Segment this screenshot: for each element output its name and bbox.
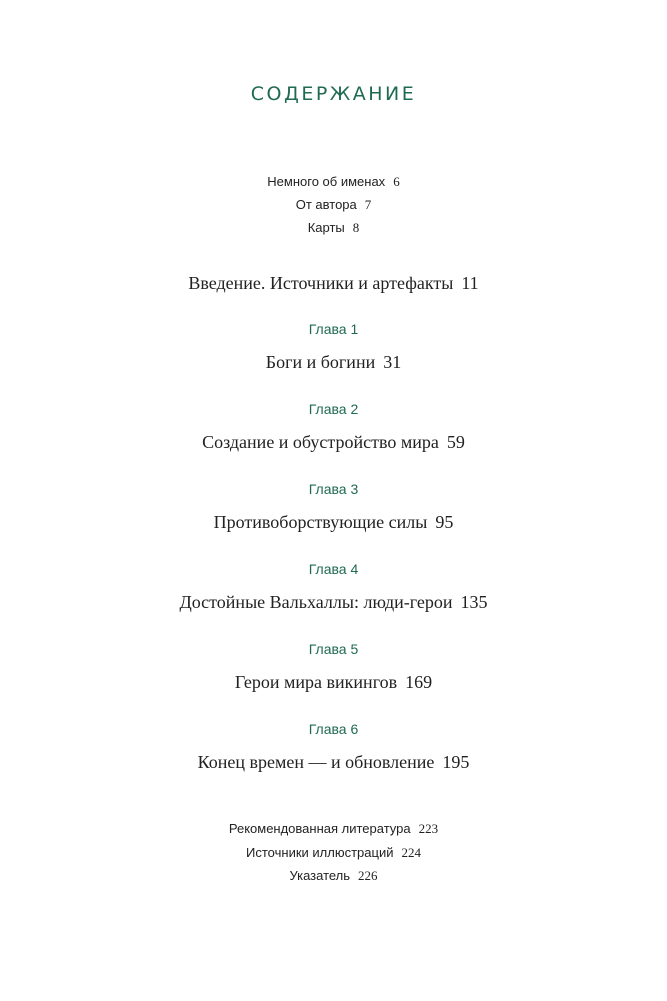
entry-page: 59 bbox=[446, 432, 465, 452]
entry-label: Указатель bbox=[289, 868, 351, 883]
entry-label: Источники иллюстраций bbox=[246, 845, 394, 860]
entry-label: Рекомендованная литература bbox=[228, 821, 411, 836]
toc-entry[interactable] bbox=[0, 220, 667, 236]
toc-entry-chapter[interactable] bbox=[0, 752, 667, 773]
entry-label: Противоборствующие силы bbox=[213, 512, 428, 532]
toc-entry-chapter[interactable] bbox=[0, 352, 667, 373]
entry-label: От автора bbox=[295, 197, 357, 212]
toc-entry[interactable] bbox=[0, 197, 667, 213]
chapter-number: Глава 6 bbox=[308, 721, 359, 737]
entry-page: 6 bbox=[393, 174, 400, 189]
toc-entry[interactable] bbox=[0, 821, 667, 837]
entry-label: Достойные Вальхаллы: люди-герои bbox=[179, 592, 453, 612]
entry-page: 135 bbox=[460, 592, 488, 612]
entry-page: 169 bbox=[405, 672, 433, 692]
toc-entry-chapter[interactable] bbox=[0, 592, 667, 613]
chapter-number: Глава 4 bbox=[308, 561, 359, 577]
entry-page: 223 bbox=[418, 821, 439, 836]
entry-label: Конец времен — и обновление bbox=[197, 752, 435, 772]
entry-label: Боги и богини bbox=[265, 352, 376, 372]
page-title: СОДЕРЖАНИЕ bbox=[250, 83, 417, 105]
chapter-number: Глава 2 bbox=[308, 401, 359, 417]
entry-label: Карты bbox=[307, 220, 345, 235]
entry-page: 224 bbox=[401, 845, 421, 860]
toc-entry[interactable] bbox=[0, 845, 667, 861]
chapter-number: Глава 5 bbox=[308, 641, 359, 657]
entry-page: 31 bbox=[383, 352, 402, 372]
chapter-number: Глава 1 bbox=[308, 321, 359, 337]
entry-page: 7 bbox=[364, 197, 372, 212]
entry-label: Создание и обустройство мира bbox=[202, 432, 439, 452]
toc-entry-chapter[interactable] bbox=[0, 512, 667, 533]
entry-label: Немного об именах bbox=[267, 174, 386, 189]
entry-page: 11 bbox=[461, 273, 479, 293]
toc-entry[interactable] bbox=[0, 174, 667, 190]
toc-entry-chapter[interactable] bbox=[0, 672, 667, 693]
entry-page: 95 bbox=[435, 512, 454, 532]
entry-page: 8 bbox=[352, 220, 360, 235]
toc-entry-intro[interactable] bbox=[0, 273, 667, 294]
entry-page: 226 bbox=[358, 868, 378, 883]
entry-label: Введение. Источники и артефакты bbox=[188, 273, 454, 293]
entry-page: 195 bbox=[442, 752, 470, 772]
toc-entry-chapter[interactable] bbox=[0, 432, 667, 453]
toc-entry[interactable] bbox=[0, 868, 667, 884]
chapter-number: Глава 3 bbox=[308, 481, 359, 497]
entry-label: Герои мира викингов bbox=[234, 672, 398, 692]
